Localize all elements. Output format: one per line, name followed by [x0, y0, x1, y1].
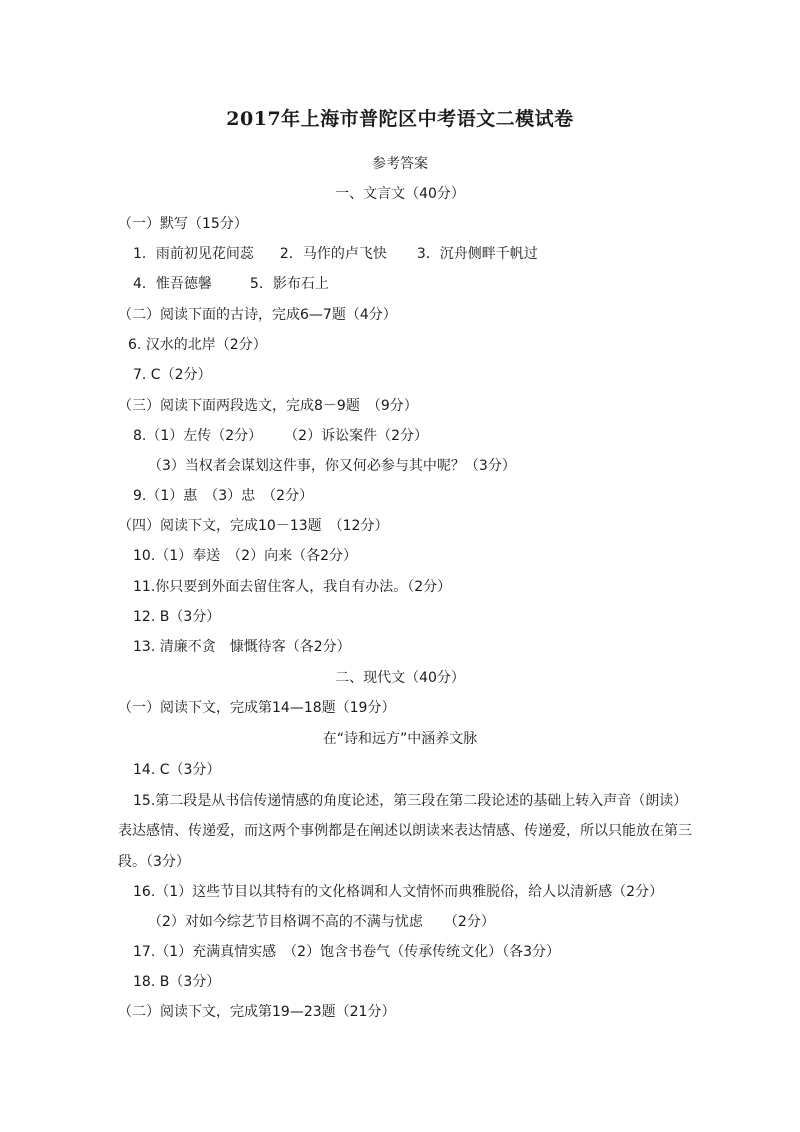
- answer-item: 14. C（3分）: [133, 762, 221, 778]
- answer-item: 12. B（3分）: [133, 609, 221, 625]
- subtitle: 参考答案: [372, 156, 428, 172]
- answer-item: 2．马作的卢飞快: [279, 246, 387, 262]
- answer-item: （2）诉讼案件（2分）: [284, 428, 428, 444]
- part-heading: （一）阅读下文，完成第14—18题（19分）: [118, 700, 396, 716]
- answer-item: 8.（1）左传（2分）: [133, 428, 263, 444]
- answer-paragraph-line: 表达感情、传递爱，而这两个事例都是在阐述以朗读来表达情感、传递爱，所以只能放在第三: [118, 823, 692, 839]
- answer-item: （2）对如今综艺节目格调不高的不满与忧虑 （2分）: [148, 914, 495, 930]
- page-title: 2017年上海市普陀区中考语文二模试卷: [226, 108, 574, 130]
- answer-item: 17.（1）充满真情实感 （2）饱含书卷气（传承传统文化）（各3分）: [133, 944, 560, 960]
- section-heading-2: 二、现代文（40分）: [335, 670, 465, 686]
- answer-paragraph-line: 15.第二段是从书信传递情感的角度论述，第三段在第二段论述的基础上转入声音（朗读）: [133, 793, 688, 809]
- answer-item: 16.（1）这些节目以其特有的文化格调和人文情怀而典雅脱俗，给人以清新感（2分）: [133, 884, 664, 900]
- section-heading-1: 一、文言文（40分）: [335, 186, 465, 202]
- article-title: 在“诗和远方”中涵养文脉: [322, 731, 478, 747]
- part-heading: （三）阅读下面两段选文，完成8－9题 （9分）: [118, 398, 418, 414]
- answer-row: [133, 243, 538, 263]
- answer-item: 1．雨前初见花间蕊: [133, 246, 254, 262]
- answer-item: 13. 清廉不贪 慷慨待客（各2分）: [133, 639, 351, 655]
- answer-item: 5．影布石上: [249, 276, 329, 292]
- answer-item: 4．惟吾德馨: [133, 276, 212, 292]
- part-heading: （一）默写（15分）: [118, 216, 248, 232]
- answer-item: 18. B（3分）: [133, 974, 221, 990]
- answer-item: （3）当权者会谋划这件事，你又何必参与其中呢？（3分）: [148, 458, 516, 474]
- part-heading: （二）阅读下面的古诗，完成6—7题（4分）: [118, 307, 397, 323]
- answer-item: 9.（1）惠 （3）忠 （2分）: [133, 488, 314, 504]
- part-heading: （二）阅读下文，完成第19—23题（21分）: [118, 1004, 396, 1020]
- part-heading: （四）阅读下文，完成10－13题 （12分）: [118, 518, 389, 534]
- answer-item: 11.你只要到外面去留住客人，我自有办法。（2分）: [133, 579, 452, 595]
- answer-row: [133, 425, 428, 445]
- answer-paragraph-line: 段。（3分）: [118, 854, 190, 870]
- answer-item: 7. C（2分）: [133, 367, 212, 383]
- answer-item: 3．沉舟侧畔千帆过: [416, 246, 538, 262]
- answer-row: [133, 273, 329, 293]
- answer-item: 10.（1）奉送 （2）向来（各2分）: [133, 548, 357, 564]
- answer-item: 6. 汉水的北岸（2分）: [128, 337, 267, 353]
